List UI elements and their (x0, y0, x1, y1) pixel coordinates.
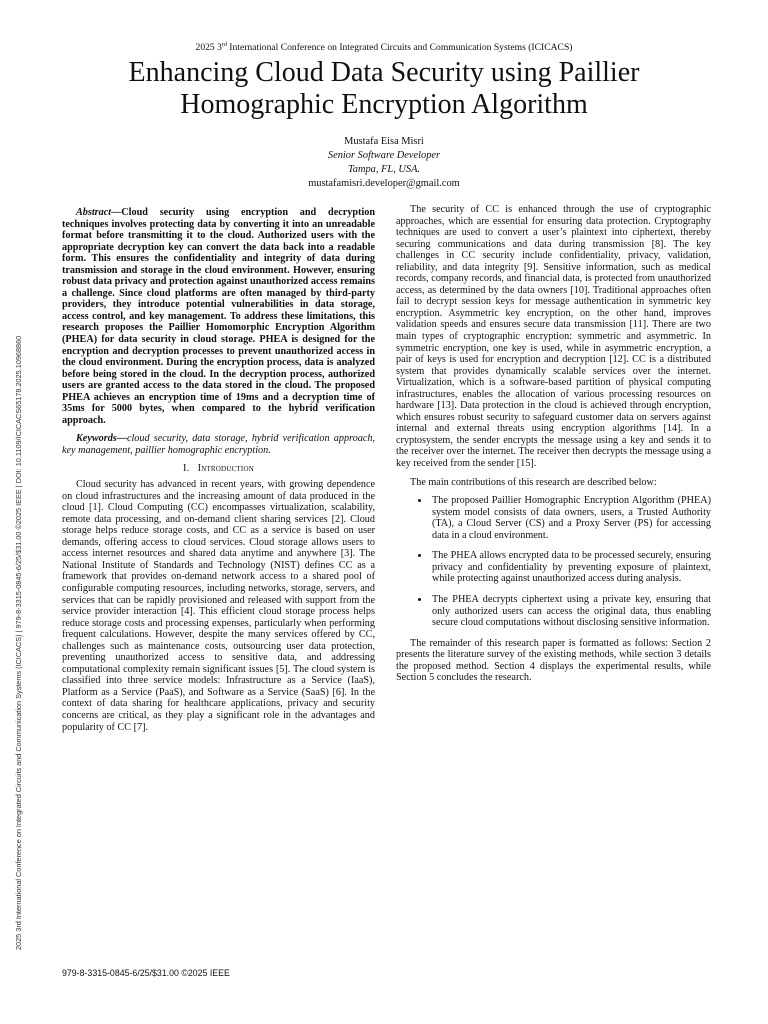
abstract-text: Cloud security using encryption and decryption techniques involves protecting data by converting it into an unreadable format before transmitting it to the cloud. Authorized users with the appropriate decryption key can convert the data back into a readable form. This ensures the confidentiality and integrity of data during transmission and storage in the cloud environment. However, ensuring robust data privacy and protection against unauthorized access remains a challenge. Since cloud platforms are often managed by third-party providers, they introduce potential vulnerabilities in data storage, access control, and key management. To address these limitations, this research proposes the Paillier Homomorphic Encryption Algorithm (PHEA) for data security in cloud storage. PHEA is designed for the encryption and decryption processes to prevent unauthorized access in the cloud environment. During the encryption process, data is analyzed before being stored in the cloud. In the decryption process, authorized users are granted access to the data stored in the cloud. The proposed PHEA achieves an encryption time of 19ms and a decryption time of 35ms for 5000 bytes, when compared to the hybrid verification approach. (62, 207, 375, 426)
author-name: Mustafa Eisa Misri (344, 136, 424, 147)
conference-header (0, 42, 768, 53)
right-paragraph-2: The main contributions of this research are described below: (410, 476, 657, 488)
list-item: • The PHEA decrypts ciphertext using a private key, ensuring that only authorized users can access the original data, thus enabling secure cloud computations without disclosing sensitive information. (430, 594, 711, 629)
keywords-text: cloud security, data storage, hybrid verification approach, key management, paillier homographic encryption. (62, 433, 375, 456)
abstract-label: Abstract— (76, 207, 122, 218)
author-block (0, 135, 768, 191)
intro-paragraph: Cloud security has advanced in recent years, with growing dependence on cloud infrastructures and the increasing amount of data produced in the cloud [1]. Cloud Computing (CC) encompasses virtualization, scalability, remote data processing, and on-demand client sharing services [2]. Cloud storage helps reduce storage costs, and CC as a service is based on user demands, offering access to cloud services. Cloud storage allows users to access internet resources and shared data anytime and anywhere [3]. The National Institute of Standards and Technology (NIST) defines CC as a framework that provides on-demand network access to a shared pool of configurable computing resources, including networks, storage, servers, and services that can be rapidly provisioned and released with support from the service provider interaction [4]. This efficient cloud storage process helps reduce storage costs and processing expenses, particularly when performing frequent calculations. However, despite the many services offered by CC, challenges such as maintenance costs, outsourcing user data protection, preventing unauthorized access to sensitive data, and addressing computational complexity remain significant issues [5]. The cloud system is classified into three service models: Infrastructure as a Service (IaaS), Platform as a Service (PaaS), and Software as a Service (SaaS) [6]. In the context of data sharing for healthcare applications, privacy and security concerns are critical, as they play a significant role in the advantages and popularity of CC [7]. (62, 479, 375, 733)
section-number: I. (183, 463, 190, 475)
list-item: • The proposed Paillier Homographic Encryption Algorithm (PHEA) system model consists of data owners, users, a Trusted Authority (TA), a Cloud Server (CS) and a Proxy Server (PS) for accessing data in a cloud environment. (430, 495, 711, 541)
conference-ordinal: rd (221, 42, 227, 48)
keywords-label: Keywords— (76, 433, 127, 445)
abstract (62, 207, 375, 426)
right-paragraph-3: The remainder of this research paper is formatted as follows: Section 2 presents the literature survey of the existing methods, while section 3 details the proposed method. Section 4 displays the experimental results, while Section 5 concludes the research. (396, 637, 711, 684)
left-column (62, 207, 375, 740)
author-email: mustafamisri.developer@gmail.com (308, 178, 460, 189)
conference-prefix: 2025 3 (195, 42, 222, 54)
author-location: Tampa, FL, USA. (347, 164, 421, 175)
paper-title: Enhancing Cloud Data Security using Paillier Homographic Encryption Algorithm (128, 57, 640, 120)
conference-name: International Conference on Integrated Circuits and Communication Systems (ICICACS) (226, 42, 573, 54)
keywords (62, 433, 375, 456)
doi-sidebar: 2025 3rd International Conference on Integrated Circuits and Communication Systems (ICICACS) | 979-8-3315-0845-6/25/$31.00 ©2025 IEEE | DOI: 10.1109/ICICACS65178.2025.10968860 (14, 335, 23, 950)
section-heading-introduction (62, 463, 375, 475)
contributions-list (396, 495, 711, 628)
section-title: Introduction (197, 463, 254, 475)
author-role: Senior Software Developer (327, 150, 441, 161)
right-column (396, 204, 711, 691)
right-paragraph-1: The security of CC is enhanced through the use of cryptographic approaches, which are essential for ensuring data protection. Cryptography techniques are used to convert a user’s plaintext into ciphertext, thereby securing communications and data during transmission [8]. The key challenges in CC security include confidentiality, privacy, validation, reliability, and data integrity [9]. Sensitive information, such as medical records, company records, and financial data, is protected from unauthorized access, as determined by the data owners [10]. Traditional approaches often fail to decrypt session keys for message authentication in symmetric key encryption. Asymmetric key encryption, on the other hand, improves validation speeds and ensures secure data transmission [11]. There are two main types of cryptographic encryption: symmetric and asymmetric. In symmetric encryption, one key is used, while in asymmetric encryption, a pair of keys is used for encryption and decryption [12]. CC is a distributed system that provides dynamically scalable services over the internet. Virtualization, which is a software-based partition of physical computing infrastructures, enables the allocation of various processing resources on hardware [13]. Data protection in the cloud is achieved through encryption, which ensures robust security to safeguard customer data on servers against internal and external threats using encryption algorithms [14]. In a cryptosystem, the sender encrypts the message using a key and sends it to the receiver over the internet. The receiver then decrypts the message using a key received from the sender [15]. (396, 204, 711, 470)
copyright-footer: 979-8-3315-0845-6/25/$31.00 ©2025 IEEE (62, 968, 230, 978)
list-item: • The PHEA allows encrypted data to be processed securely, ensuring privacy and confidentiality by preventing exposure of plaintext, while protecting against unauthorized access during analysis. (430, 550, 711, 585)
